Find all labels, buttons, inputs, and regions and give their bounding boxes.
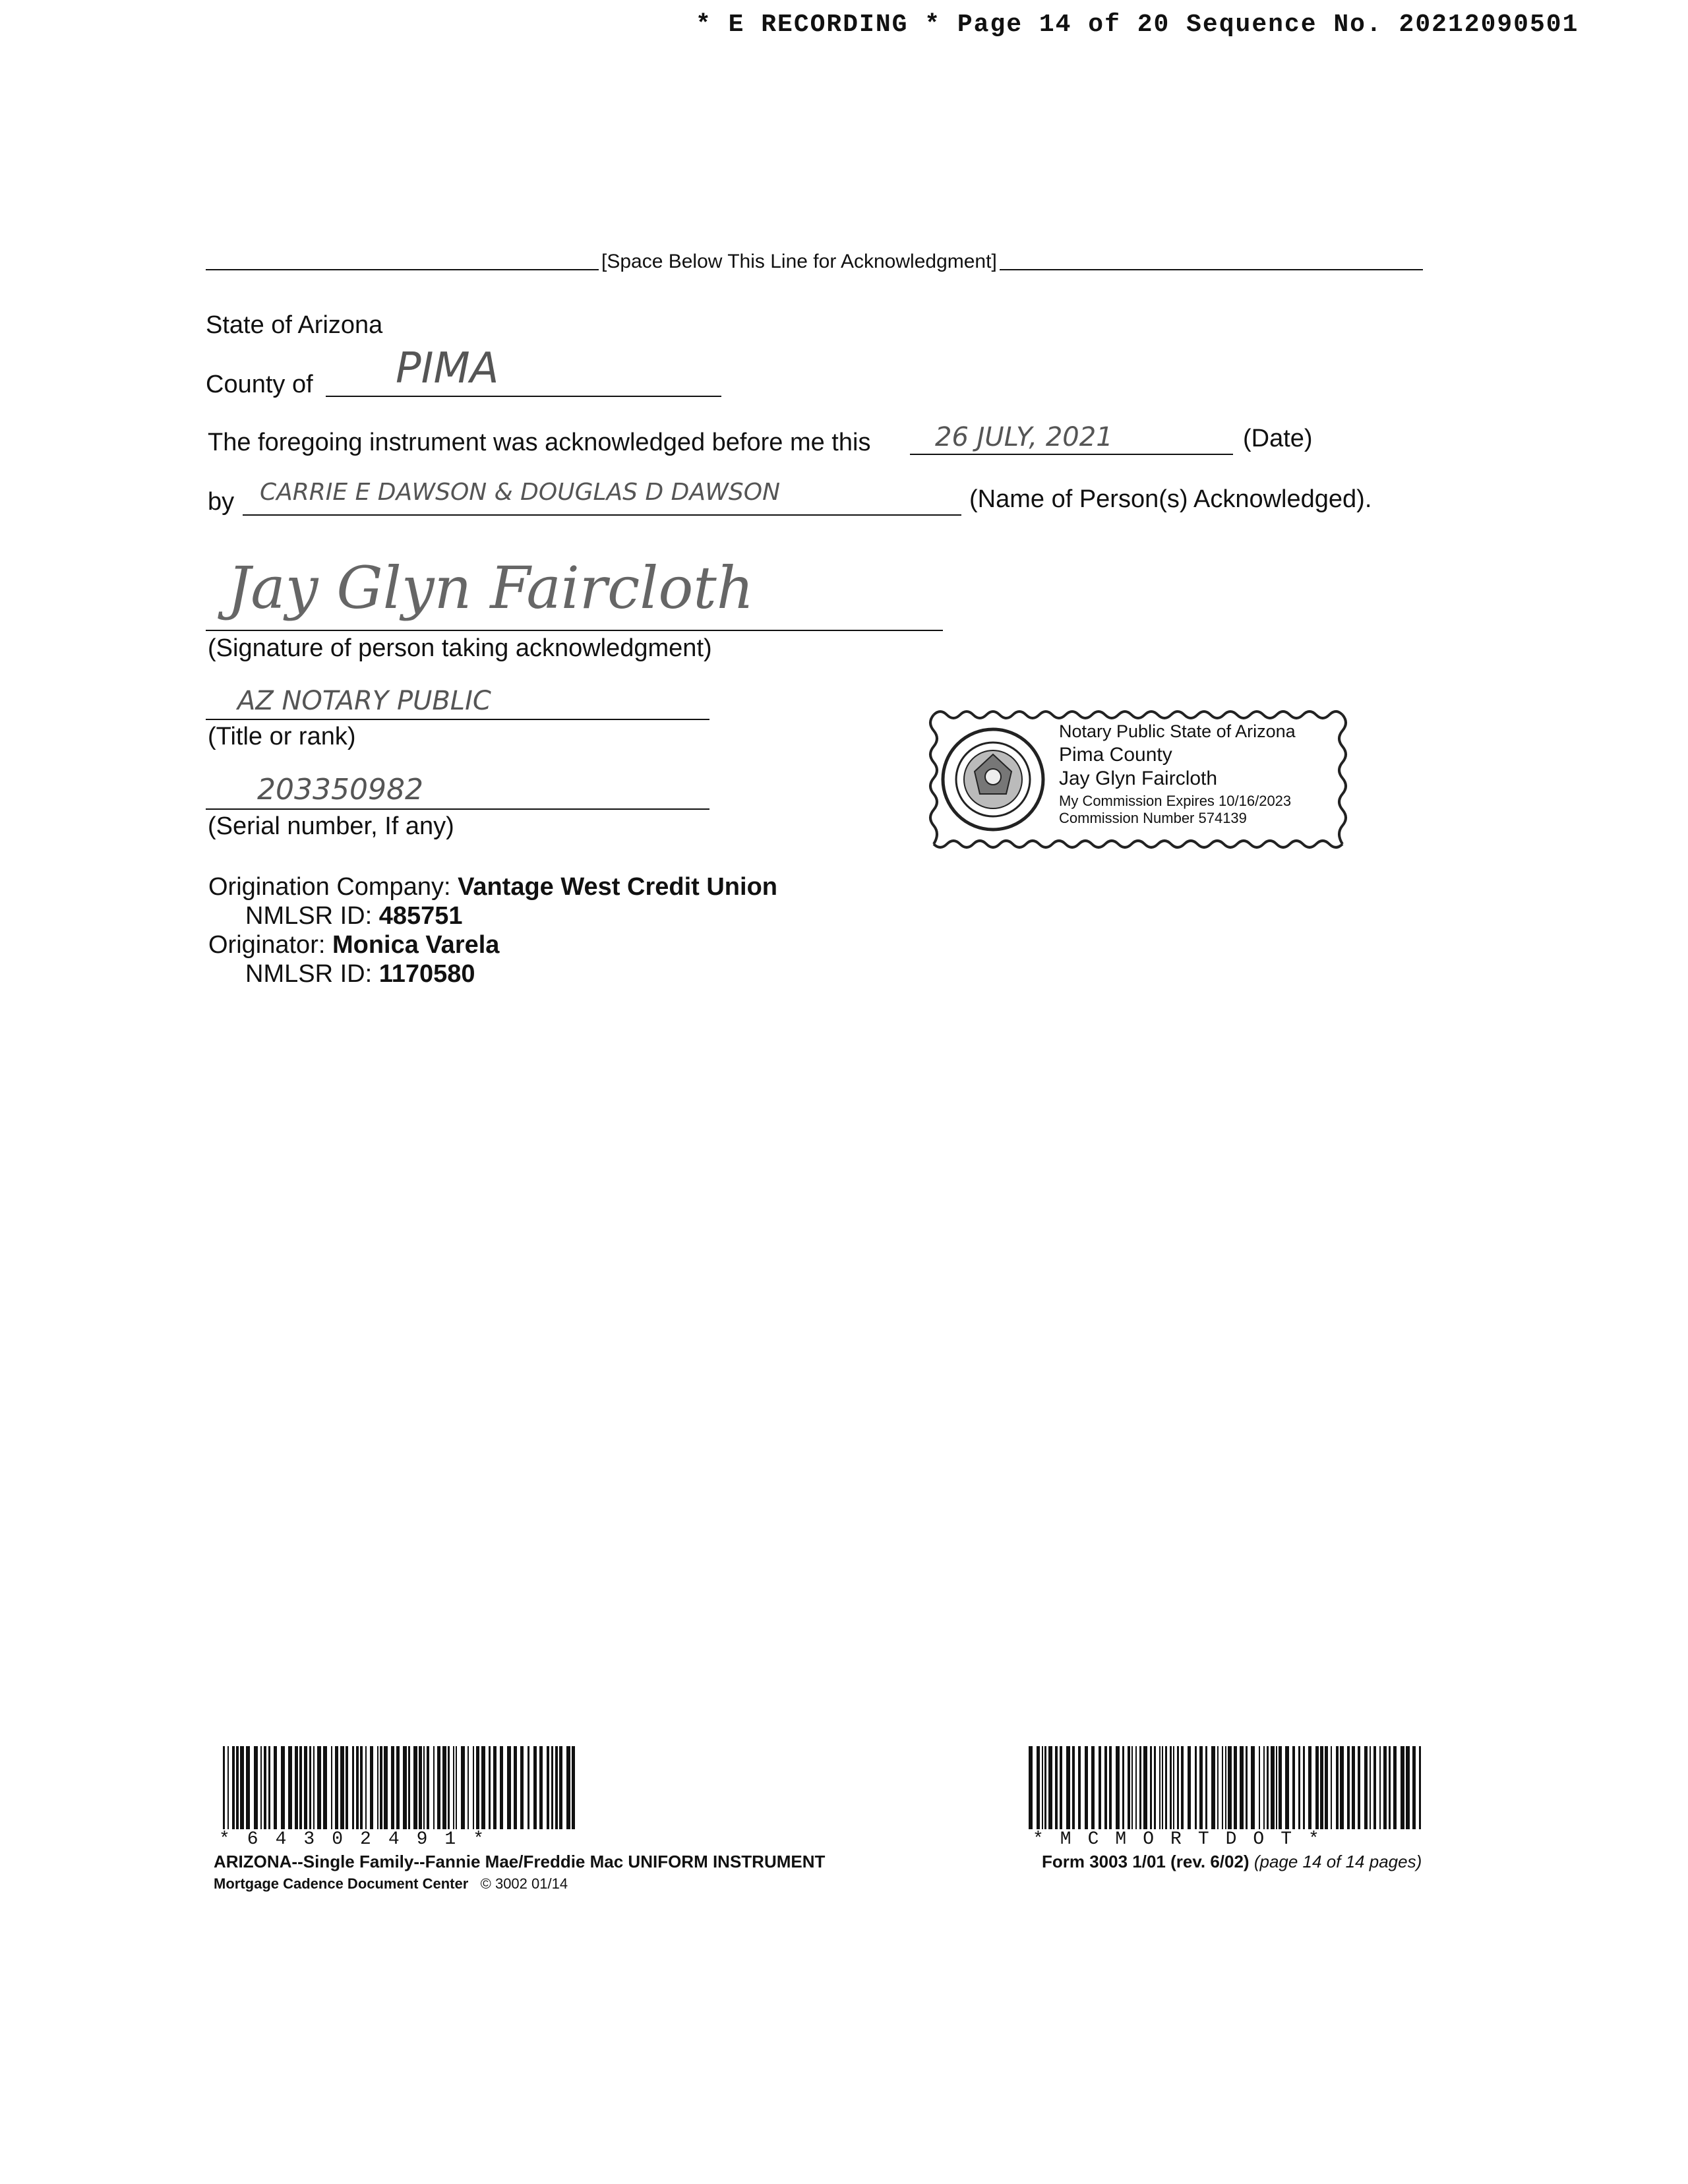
title-label: (Title or rank) (208, 723, 356, 750)
origination-company-value: Vantage West Credit Union (458, 873, 778, 901)
date-label: (Date) (1243, 425, 1313, 452)
barcode-left-text: *64302491* (219, 1829, 502, 1850)
county-label: County of (206, 371, 313, 398)
serial-rule (206, 808, 709, 810)
space-below-line-label: [Space Below This Line for Acknowledgment] (599, 251, 1000, 273)
barcode-right-text: *MCMORTDOT* (1033, 1829, 1336, 1850)
origination-company-label: Origination Company: (208, 873, 451, 901)
originator-label: Originator: (208, 931, 326, 959)
signature-label: (Signature of person taking acknowledgment) (208, 634, 712, 662)
originator-line (208, 931, 499, 959)
doc-center-code: © 3002 01/14 (480, 1875, 568, 1892)
barcode-bars-icon (1029, 1746, 1424, 1829)
date-rule (910, 454, 1233, 455)
originator-nmlsr-line (245, 960, 475, 988)
originator-nmlsr-value: 1170580 (378, 960, 475, 988)
date-value: 26 JULY, 2021 (935, 422, 1113, 452)
persons-value: CARRIE E DAWSON & DOUGLAS D DAWSON (260, 479, 781, 506)
stamp-line-3: Jay Glyn Faircloth (1059, 768, 1218, 789)
doc-center-line (214, 1875, 568, 1893)
county-value: PIMA (396, 344, 499, 393)
company-nmlsr-label: NMLSR ID: (245, 902, 373, 930)
by-label: by (208, 488, 235, 516)
notary-signature: Jay Glyn Faircloth (227, 554, 754, 622)
signature-rule (206, 630, 943, 631)
state-label: State of Arizona (206, 311, 383, 339)
title-value: AZ NOTARY PUBLIC (237, 686, 491, 716)
form-text: Form 3003 1/01 (rev. 6/02) (1042, 1852, 1250, 1871)
serial-value: 203350982 (257, 773, 423, 806)
originator-value: Monica Varela (332, 931, 500, 959)
foregoing-text: The foregoing instrument was acknowledged before me this (208, 429, 871, 456)
instrument-prefix: ARIZONA--Single Family-- (214, 1852, 425, 1871)
barcode-left (223, 1746, 579, 1829)
instrument-line (214, 1852, 825, 1872)
form-line (1042, 1852, 1422, 1872)
company-nmlsr-value: 485751 (378, 902, 463, 930)
recording-header: * E RECORDING * Page 14 of 20 Sequence No. 20212090501 (696, 11, 1579, 39)
company-nmlsr-line (245, 902, 463, 930)
county-rule (326, 396, 721, 397)
stamp-line-2: Pima County (1059, 744, 1172, 766)
origination-company-line (208, 873, 777, 901)
instrument-bold: Fannie Mae/Freddie Mac UNIFORM INSTRUMENT (425, 1852, 826, 1871)
title-rule (206, 719, 709, 720)
originator-nmlsr-label: NMLSR ID: (245, 960, 373, 988)
serial-label: (Serial number, If any) (208, 812, 454, 840)
page-count-text: (page 14 of 14 pages) (1253, 1852, 1422, 1871)
notary-stamp (927, 708, 1349, 851)
doc-center: Mortgage Cadence Document Center (214, 1875, 469, 1892)
persons-label: (Name of Person(s) Acknowledged). (969, 485, 1372, 513)
stamp-line-1: Notary Public State of Arizona (1059, 721, 1296, 741)
barcode-bars-icon (223, 1746, 579, 1829)
barcode-right (1029, 1746, 1424, 1829)
stamp-line-4: My Commission Expires 10/16/2023 (1059, 793, 1292, 809)
persons-rule (243, 514, 961, 516)
stamp-line-5: Commission Number 574139 (1059, 810, 1247, 826)
